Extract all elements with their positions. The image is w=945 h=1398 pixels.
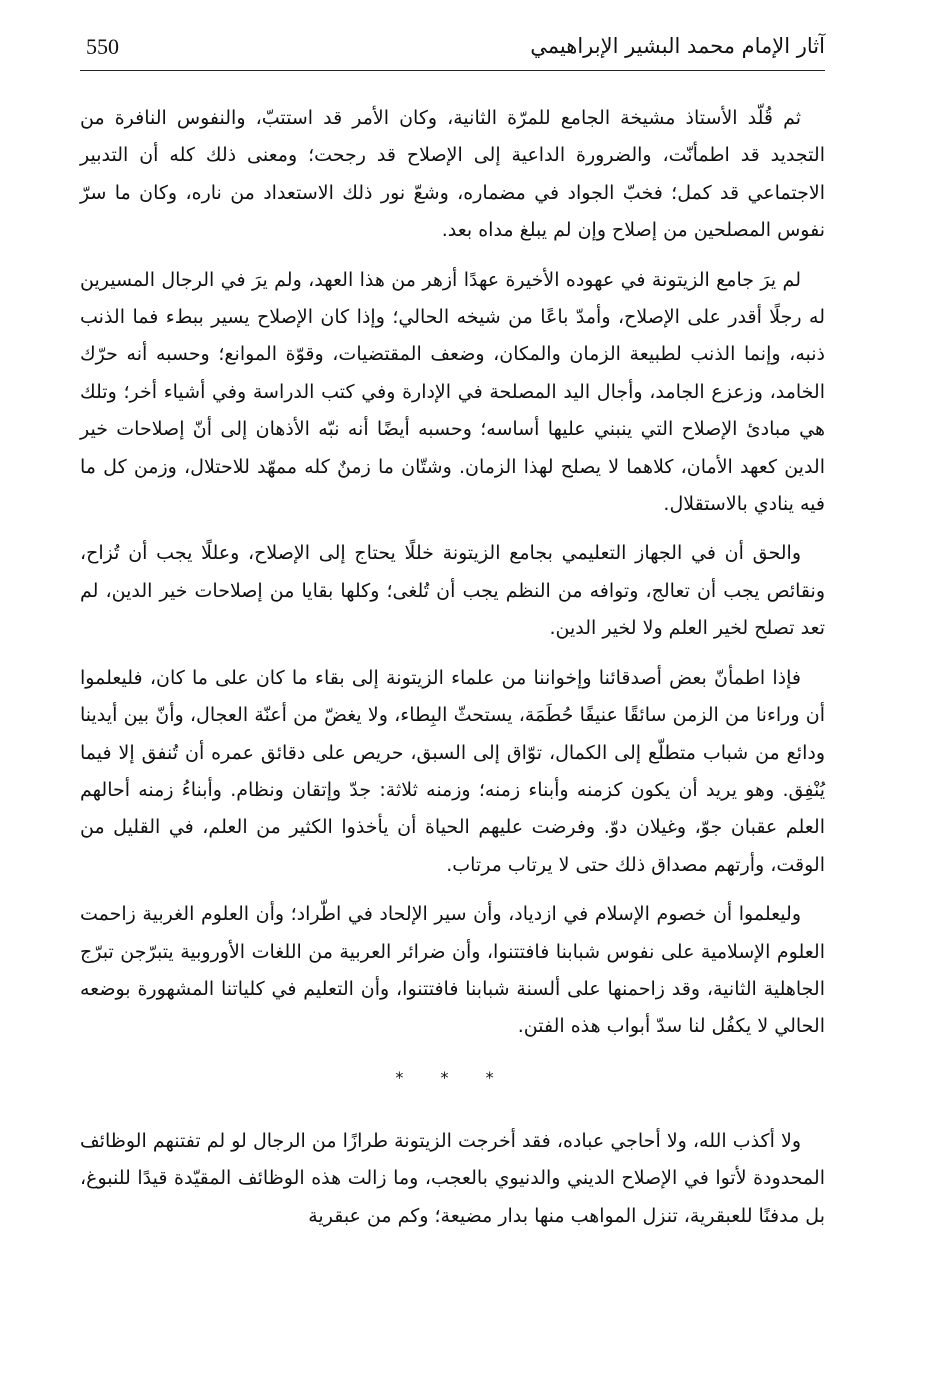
paragraph-4: فإذا اطمأنّ بعض أصدقائنا وإخواننا من علماء الزيتونة إلى بقاء ما كان على ما كان، فليعلموا أن وراءنا من الزمن سائقًا عنيفًا حُطَمَة، يستحثّ البِطاء، ولا يغضّ من أعنّة العجال، وأنّ بين أيدينا ودائع من شباب متطلّع إلى الكمال، توّاق إلى السبق، حريص على دقائق عمره أن تُنفق إلا فيما يُنْفِق. وهو يريد أن يكون كزمنه وأبناء زمنه؛ وزمنه ثلاثة: جدّ وإتقان ونظام. وأبناءُ زمنه أحالهم العلم عقبان جوّ، وغيلان دوّ. وفرضت عليهم الحياة أن يأخذوا الكثير من العلم، في القليل من الوقت، وأرتهم مصداق ذلك حتى لا يرتاب مرتاب. [80, 666, 825, 876]
section-separator: * * * [395, 1067, 510, 1087]
paragraph-5: وليعلموا أن خصوم الإسلام في ازدياد، وأن سير الإلحاد في اطّراد؛ وأن العلوم الغربية زاحمت العلوم الإسلامية على نفوس شبابنا فافتتنوا، وأن ضرائر العربية من اللغات الأوروبية يتبرّجن تبرّج الجاهلية الثانية، وقد زاحمنها على ألسنة شبابنا فافتتنوا، وأن التعليم في كلياتنا المشهورة بوضعه الحالي لا يكفُل لنا سدّ أبواب هذه الفتن. [80, 903, 825, 1038]
paragraph-1: ثم قُلّد الأستاذ مشيخة الجامع للمرّة الثانية، وكان الأمر قد استتبّ، والنفوس النافرة من التجديد قد اطمأنّت، والضرورة الداعية إلى الإصلاح قد رجحت؛ ومعنى ذلك كله أن التدبير الاجتماعي قد كمل؛ فخبّ الجواد في مضماره، وشعّ نور ذلك الاستعداد من ناره، وكان ما سرّ نفوس المصلحين من إصلاح وإن لم يبلغ مداه بعد. [80, 107, 825, 242]
paragraph-2: لم يرَ جامع الزيتونة في عهوده الأخيرة عهدًا أزهر من هذا العهد، ولم يرَ في الرجال المسيرين له رجلًا أقدر على الإصلاح، وأمدّ باعًا من شيخه الحالي؛ وإذا كان الإصلاح يسير ببطء فما الذنب ذنبه، وإنما الذنب لطبيعة الزمان والمكان، وضعف المقتضيات، وقوّة الموانع؛ وحسبه أنه حرّك الخامد، وزعزع الجامد، وأجال اليد المصلحة في الإدارة وفي كتب الدراسة وفي أشياء أخر؛ وتلك هي مبادئ الإصلاح التي ينبني عليها أساسه؛ وحسبه أيضًا أنه نبّه الأذهان إلى أنّ إصلاحات خير الدين كعهد الأمان، كلاهما لا يصلح لهذا الزمان. وشتّان ما زمنٌ كله ممهّد للاحتلال، وزمن كل ما فيه ينادي بالاستقلال. [80, 268, 825, 516]
paragraph-3: والحق أن في الجهاز التعليمي بجامع الزيتونة خللًا يحتاج إلى الإصلاح، وعللًا يجب أن تُزاح، ونقائص يجب أن تعالج، وتوافه من النظم يجب أن تُلغى؛ وكلها بقايا من إصلاحات خير الدين، لم تعد تصلح لخير العلم ولا لخير الدين. [80, 542, 825, 640]
running-title: آثار الإمام محمد البشير الإبراهيمي [530, 34, 825, 58]
page-number: 550 [86, 34, 119, 59]
body-text [80, 100, 825, 1247]
closing-paragraph: ولا أكذب الله، ولا أحاجي عباده، فقد أخرجت الزيتونة طرازًا من الرجال لو لم تفتنهم الوظائف المحدودة لأتوا في الإصلاح الديني والدنيوي بالعجب، وما زالت هذه الوظائف المقيّدة قيدًا للنبوغ، بل مدفنًا للعبقرية، تنزل المواهب منها بدار مضيعة؛ وكم من عبقرية [80, 1129, 825, 1227]
page-header [80, 30, 825, 71]
